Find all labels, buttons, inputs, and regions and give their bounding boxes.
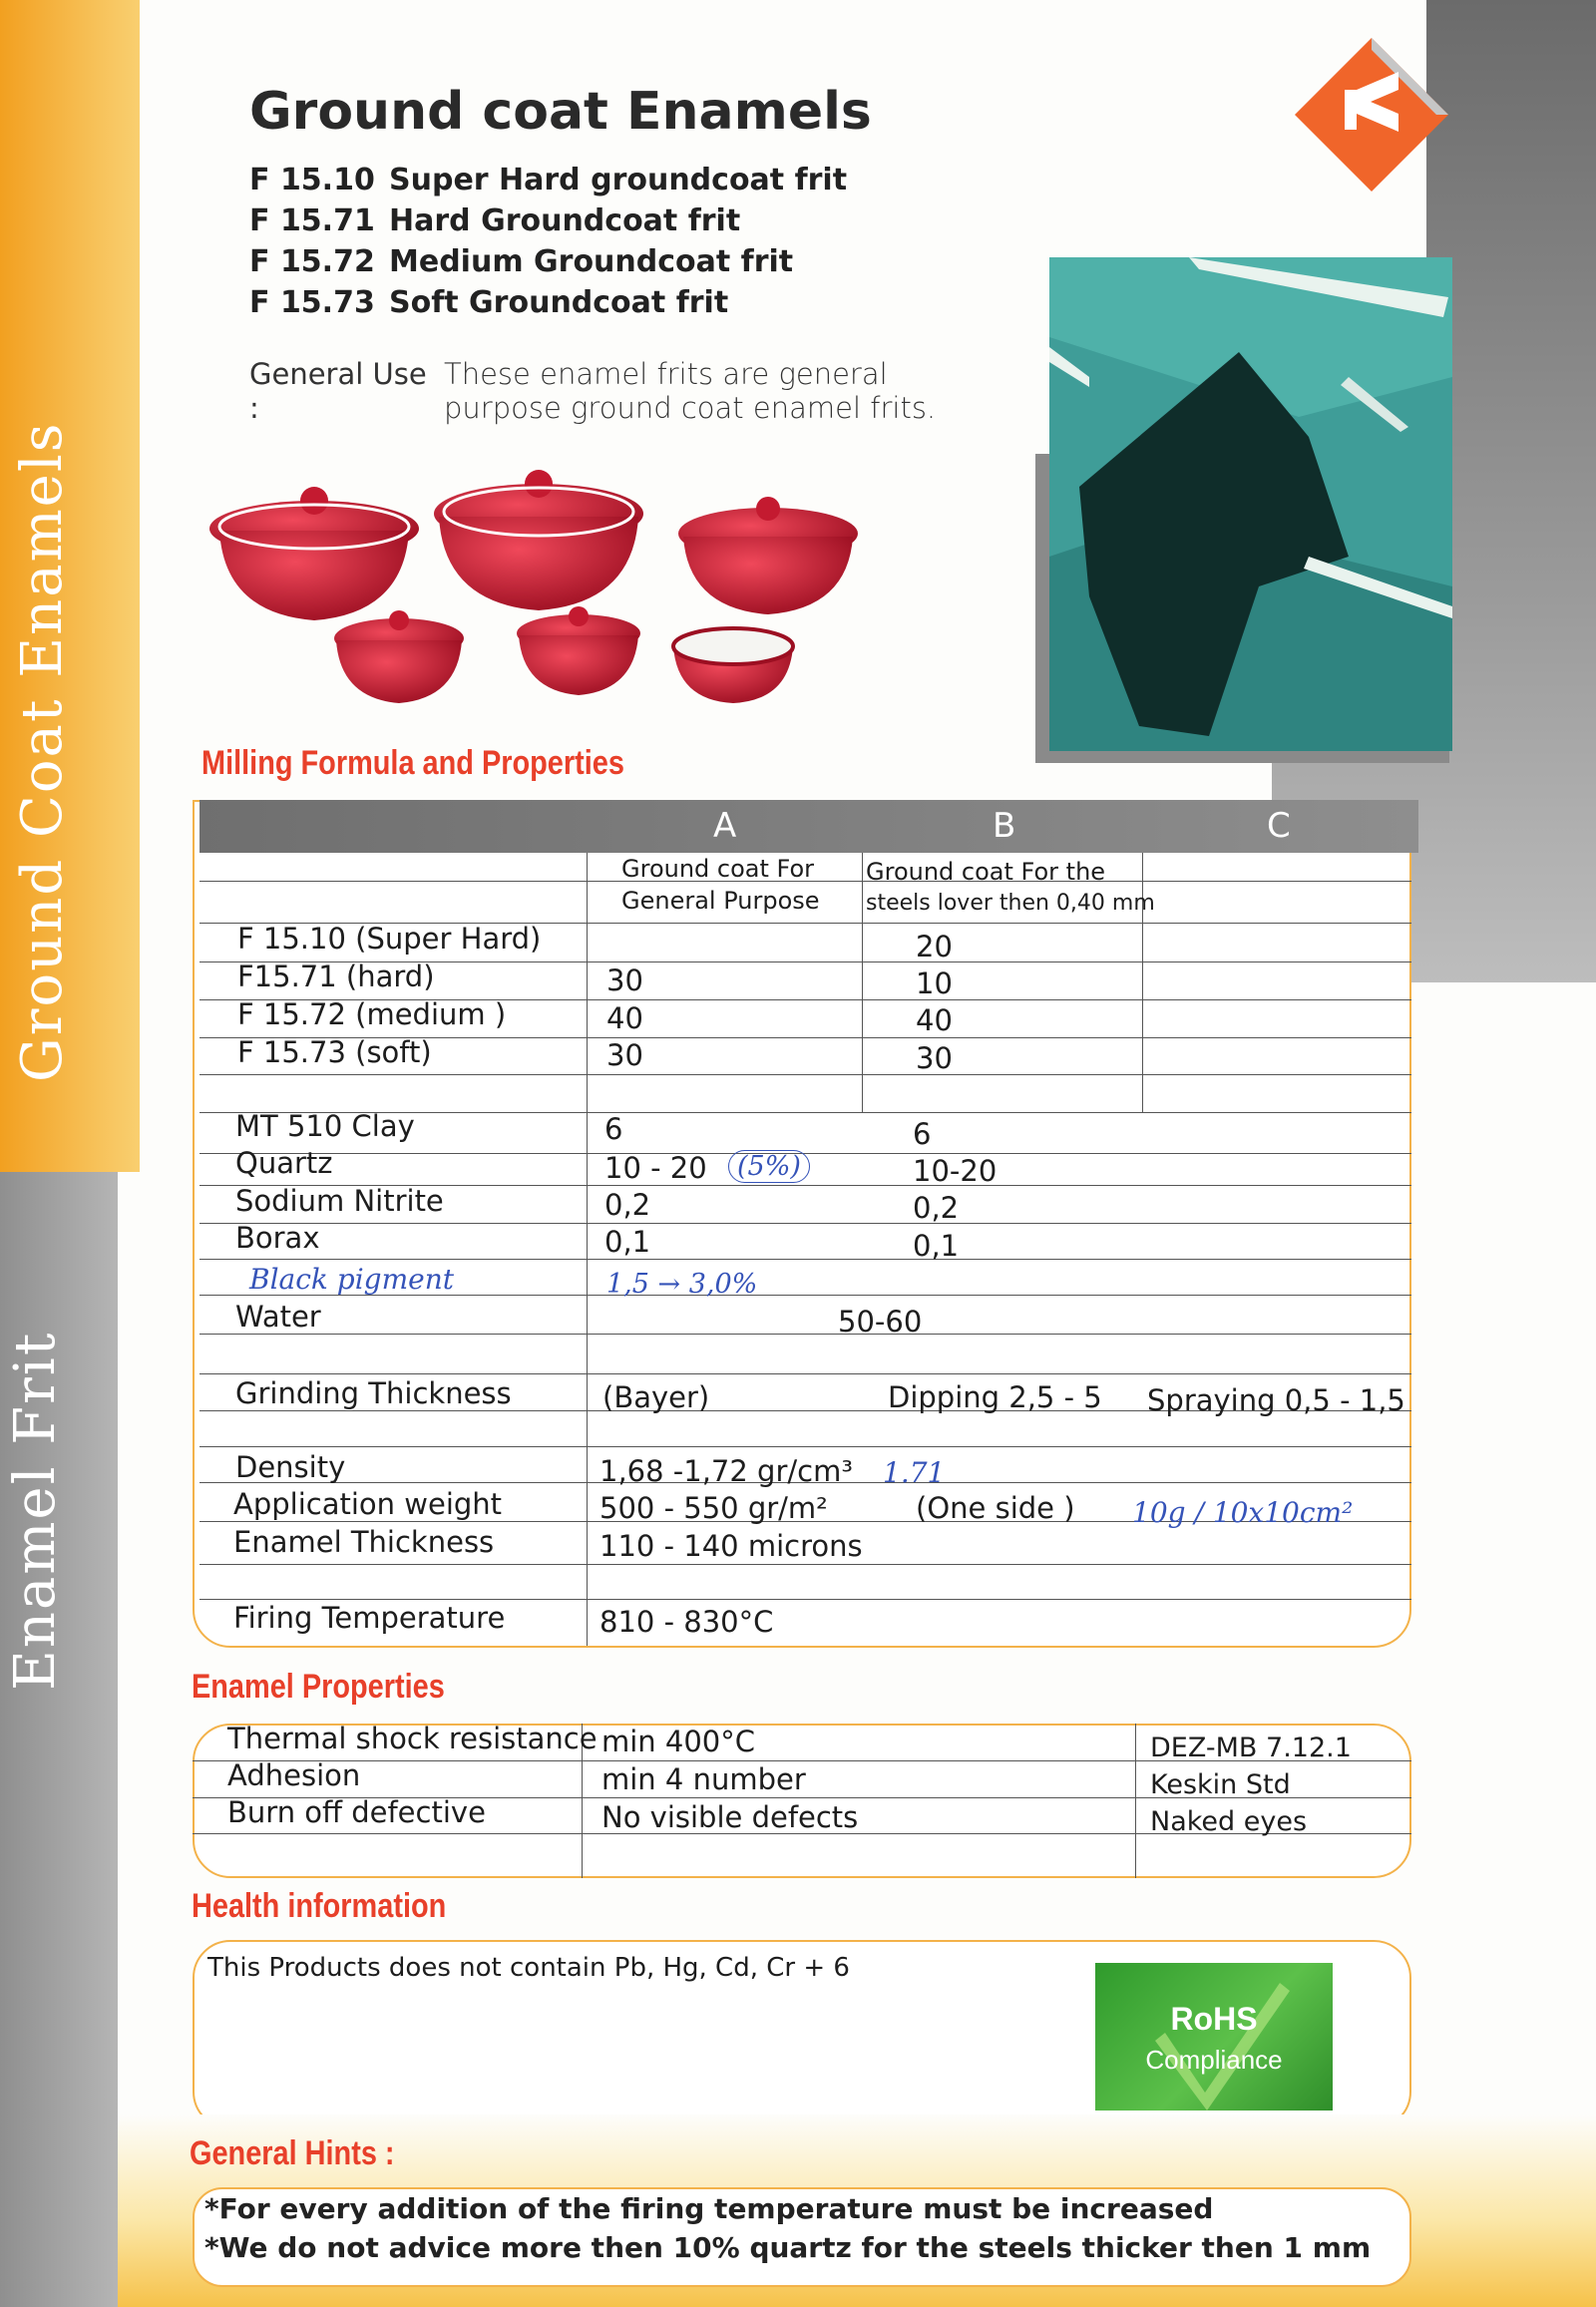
handwritten-pigment-value: 1,5 → 3,0%	[606, 1269, 758, 1300]
property-value: min 4 number	[601, 1762, 806, 1796]
property-name: Burn off defective	[227, 1795, 486, 1829]
property-name: Adhesion	[227, 1758, 361, 1792]
water-value: 50-60	[838, 1305, 923, 1339]
additive-b-value: 0,1	[913, 1229, 960, 1263]
handwritten-density-note: 1.71	[883, 1456, 946, 1489]
hint-item: *We do not advice more then 10% quartz for the steels thicker then 1 mm	[204, 2231, 1372, 2264]
section-title-enamel-properties: Enamel Properties	[192, 1668, 445, 1706]
enamel-thickness-label: Enamel Thickness	[233, 1525, 495, 1559]
property-standard: Naked eyes	[1150, 1806, 1308, 1837]
frit-b-value: 10	[916, 966, 953, 1000]
additive-a-value: 0,1	[604, 1225, 651, 1259]
frit-name: F 15.10 (Super Hard)	[237, 922, 542, 956]
frit-name: F 15.73 (soft)	[237, 1035, 432, 1069]
column-b-header: B	[993, 806, 1016, 846]
property-value: min 400°C	[601, 1725, 756, 1758]
enamel-thickness-value: 110 - 140 microns	[599, 1529, 863, 1563]
health-text: This Products does not contain Pb, Hg, Cd, Cr + 6	[207, 1953, 850, 1983]
product-line: F 15.10 Super Hard groundcoat frit	[249, 163, 848, 197]
application-weight-note: (One side )	[916, 1491, 1075, 1525]
grinding-label: Grinding Thickness	[235, 1376, 512, 1410]
frit-b-value: 20	[916, 930, 953, 963]
product-line: F 15.73 Soft Groundcoat frit	[249, 285, 729, 320]
grid-line	[200, 1259, 1411, 1260]
rohs-compliance-label: Compliance	[1145, 2045, 1283, 2075]
section-title-hints: General Hints :	[190, 2134, 395, 2172]
hint-item: *For every addition of the firing temperature must be increased	[204, 2192, 1214, 2225]
handwritten-pigment-label: Black pigment	[249, 1263, 454, 1296]
grid-line	[200, 1153, 1411, 1154]
grinding-c-value: Spraying 0,5 - 1,5	[1147, 1383, 1405, 1417]
section-title-milling: Milling Formula and Properties	[201, 744, 624, 782]
grid-line	[200, 1446, 1411, 1447]
application-weight-label: Application weight	[233, 1487, 503, 1521]
grid-line	[200, 1074, 1411, 1075]
additive-name: MT 510 Clay	[235, 1109, 415, 1143]
rohs-label: RoHS	[1170, 2001, 1258, 2037]
page-title: Ground coat Enamels	[249, 82, 872, 142]
grinding-a-value: (Bayer)	[602, 1380, 710, 1414]
enamel-pots-photo	[204, 439, 883, 728]
grid-line	[587, 853, 588, 1646]
general-use-text: These enamel frits are general purpose ground coat enamel frits.	[444, 357, 937, 425]
density-label: Density	[235, 1450, 346, 1484]
property-name: Thermal shock resistance	[227, 1722, 598, 1755]
additive-b-value: 0,2	[913, 1191, 960, 1225]
additive-a-value: 10 - 20	[604, 1151, 707, 1185]
additive-b-value: 10-20	[913, 1154, 998, 1188]
water-label: Water	[235, 1300, 321, 1334]
frit-name: F 15.72 (medium )	[237, 997, 507, 1031]
additive-name: Quartz	[235, 1146, 333, 1180]
firing-temperature-label: Firing Temperature	[233, 1601, 506, 1635]
column-a-header: A	[713, 806, 737, 846]
product-line: F 15.71 Hard Groundcoat frit	[249, 203, 741, 238]
frit-b-value: 30	[916, 1041, 953, 1075]
grid-line	[1135, 1724, 1136, 1878]
frit-closeup-photo	[1049, 257, 1452, 751]
grid-line	[200, 1564, 1411, 1565]
grid-line	[200, 1334, 1411, 1335]
general-use	[249, 357, 983, 425]
firing-temperature-value: 810 - 830°C	[599, 1605, 774, 1639]
grinding-b-value: Dipping 2,5 - 5	[888, 1380, 1102, 1414]
property-value: No visible defects	[601, 1800, 859, 1834]
frit-a-value: 30	[606, 1038, 643, 1072]
frit-a-value: 40	[606, 1001, 643, 1035]
grid-line	[200, 1373, 1411, 1374]
grid-line	[862, 853, 863, 1112]
property-standard: Keskin Std	[1150, 1769, 1291, 1800]
section-title-health: Health information	[192, 1887, 447, 1925]
grid-line	[200, 1223, 1411, 1224]
column-c-header: C	[1267, 806, 1291, 846]
rohs-badge	[1095, 1963, 1333, 2111]
sidebar-bottom-label: Enamel Frit	[3, 1331, 68, 1691]
additive-name: Borax	[235, 1221, 320, 1255]
handwritten-weight-note: 10g / 10x10cm²	[1132, 1496, 1354, 1529]
additive-b-value: 6	[913, 1117, 932, 1151]
application-weight-value: 500 - 550 gr/m²	[599, 1491, 828, 1525]
sidebar-top-label: Ground Coat Enamels	[10, 421, 75, 1082]
additive-name: Sodium Nitrite	[235, 1184, 444, 1218]
milling-table-header	[200, 800, 1418, 853]
frit-name: F15.71 (hard)	[237, 960, 435, 993]
column-a-desc: Ground coat For General Purpose	[621, 855, 820, 915]
density-value: 1,68 -1,72 gr/cm³	[599, 1454, 853, 1488]
frit-a-value: 30	[606, 963, 643, 997]
column-b-desc: Ground coat For the steels lover then 0,40 mm	[866, 858, 1155, 916]
additive-a-value: 0,2	[604, 1188, 651, 1222]
product-line: F 15.72 Medium Groundcoat frit	[249, 244, 794, 279]
frit-b-value: 40	[916, 1003, 953, 1037]
general-use-label: General Use :	[249, 357, 427, 425]
company-logo-icon	[1287, 30, 1456, 199]
property-standard: DEZ-MB 7.12.1	[1150, 1732, 1352, 1763]
handwritten-quartz-note: (5%)	[728, 1150, 810, 1183]
grid-line	[200, 1599, 1411, 1600]
additive-a-value: 6	[604, 1112, 623, 1146]
